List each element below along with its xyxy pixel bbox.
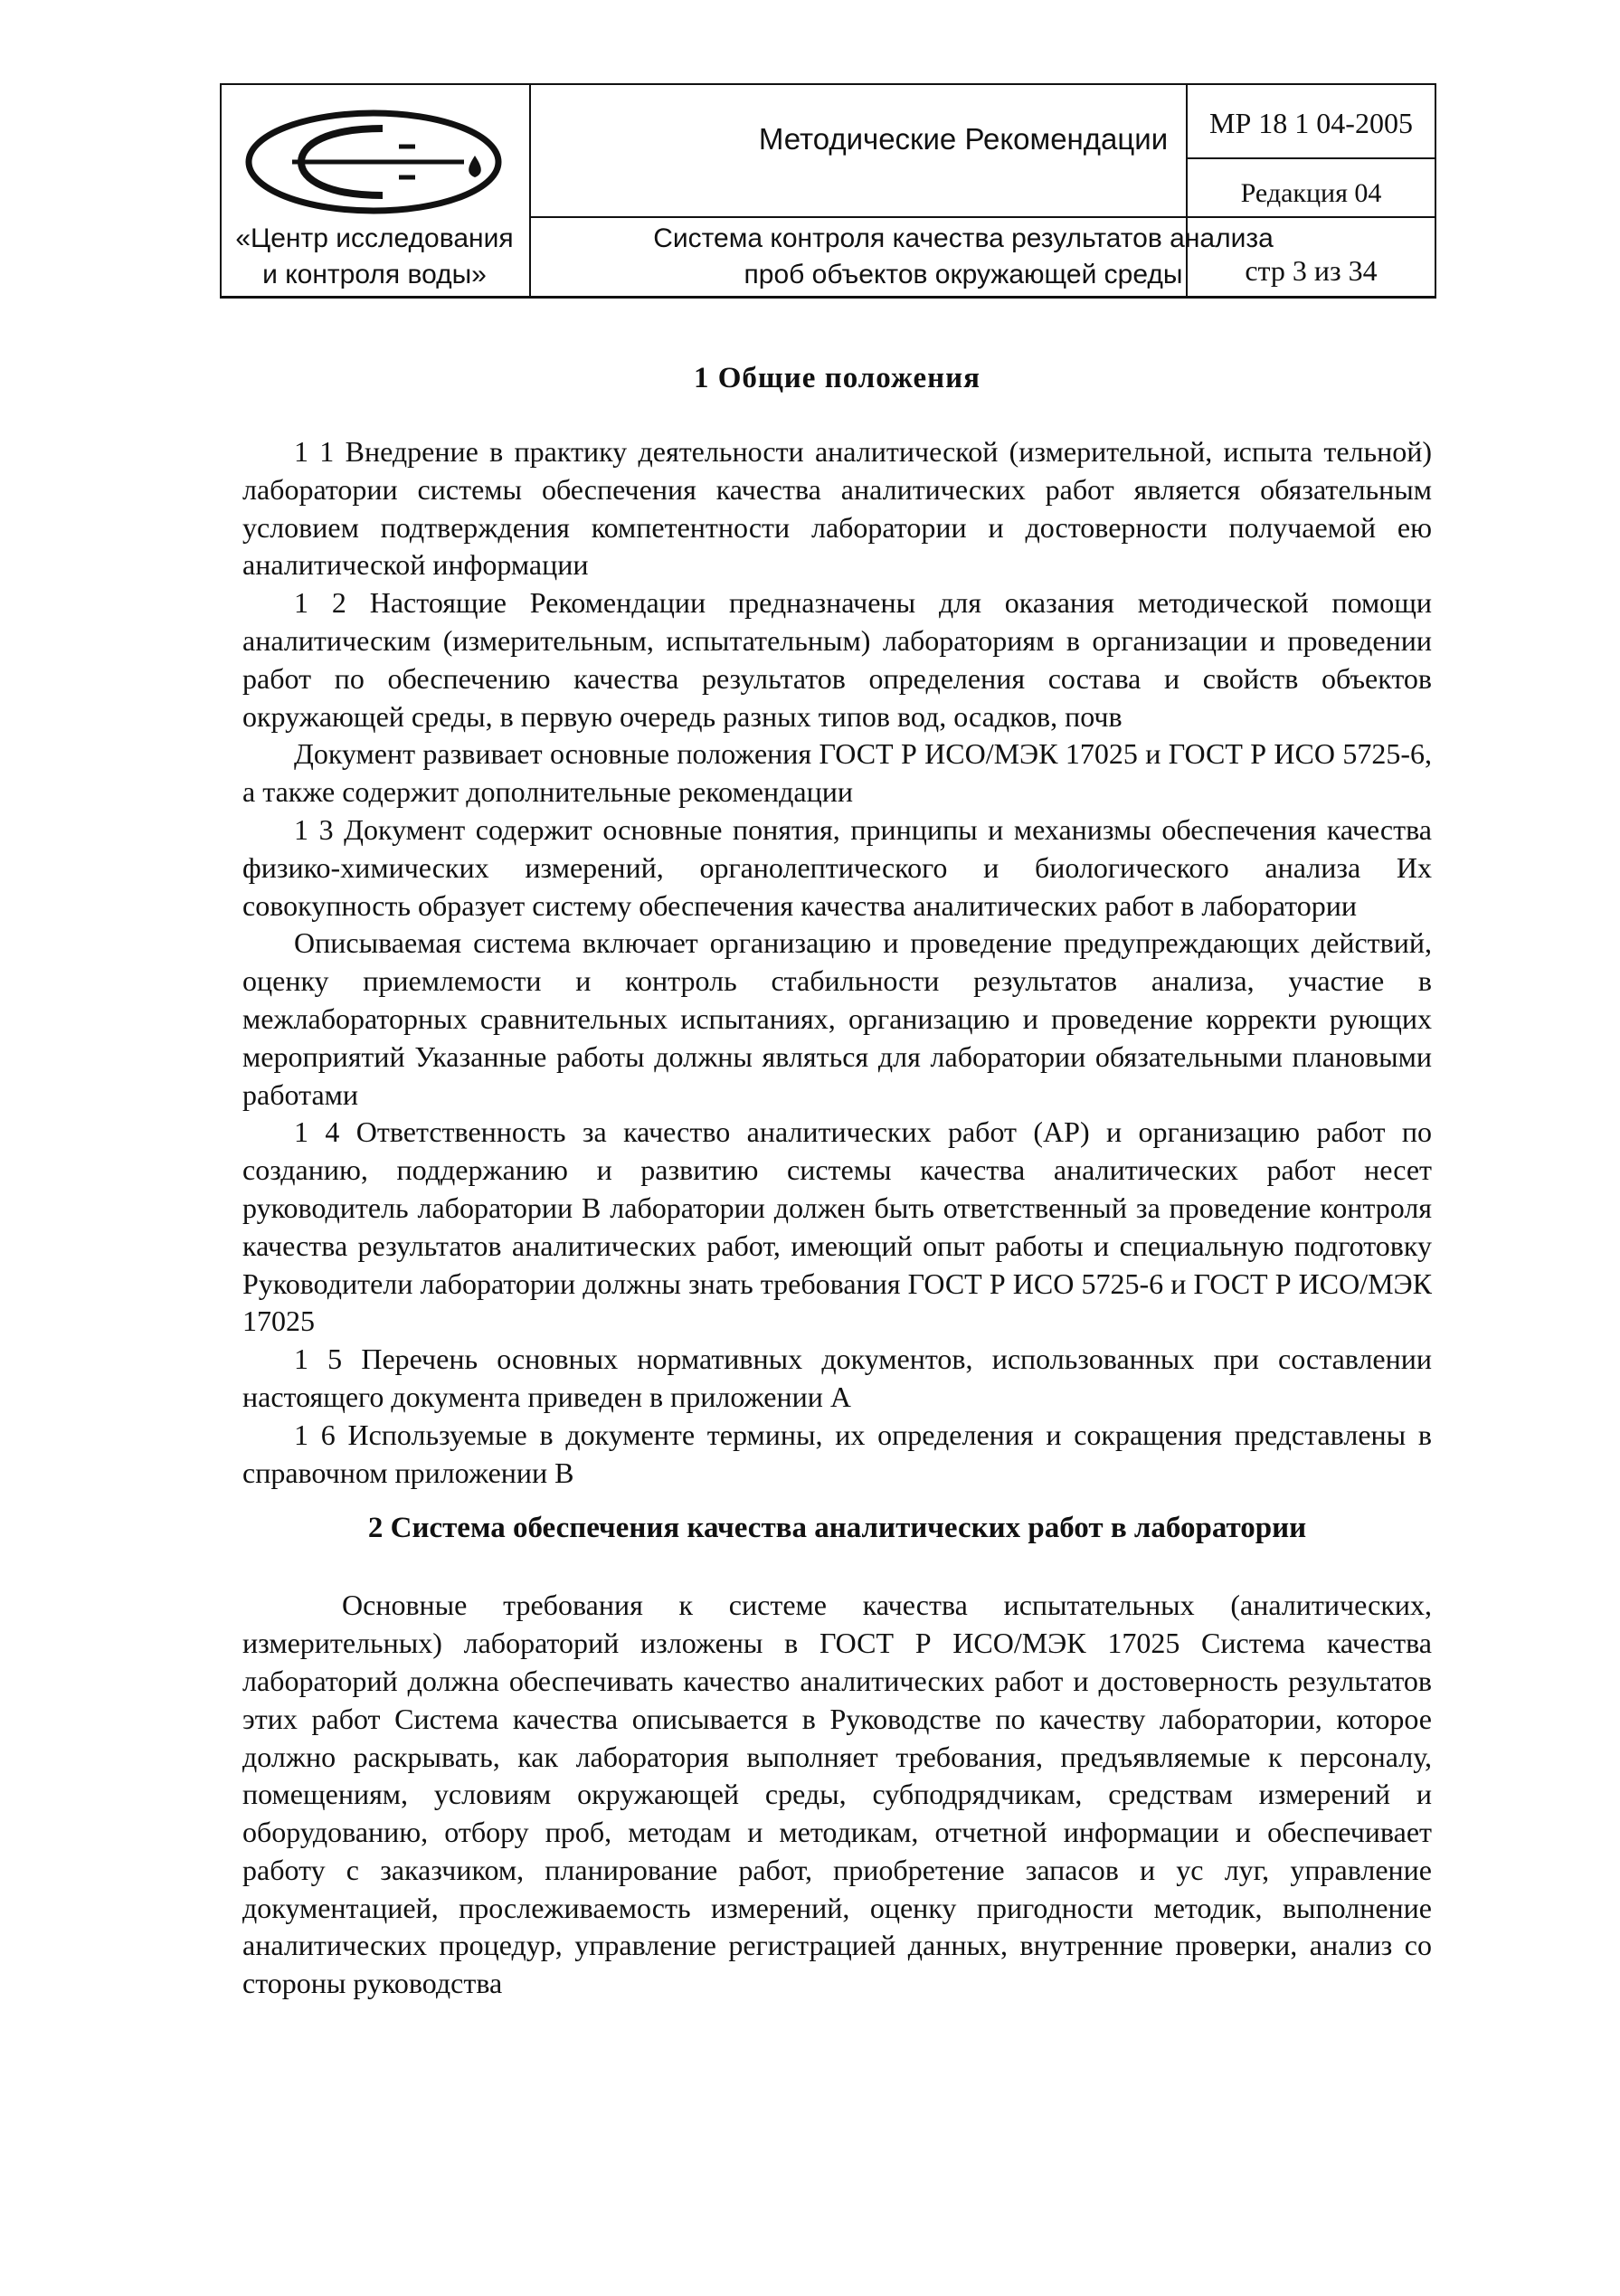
- revision-label: Редакция 04: [1240, 178, 1382, 208]
- document-type: Методические Рекомендации: [758, 122, 1169, 156]
- paragraph-1-3-continued: Описываемая система включает организацию и проведение предупреждающих действий, оценку приемлемости и контроль стабильности результатов анализа, участие в межлабораторных сравнительных испытаниях, организацию и проведение корректи рующих мероприятий Указанные работы должны являться для лаборатории обязательными плановыми работами: [242, 926, 1432, 1111]
- paragraph-1-2: 1 2 Настоящие Рекомендации предназначены для оказания методической помощи аналитическим (измерительным, испытательным) лабораториям в организации и проведении работ по обеспечению качества результатов определения состава и свойств объектов окружающей среды, в первую очередь разных типов вод, осадков, почв: [242, 586, 1432, 733]
- paragraph-1-2-continued: Документ развивает основные положения ГОСТ Р ИСО/МЭК 17025 и ГОСТ Р ИСО 5725-6, а также содержит дополнительные рекомендации: [242, 737, 1432, 809]
- paragraph-1-3: 1 3 Документ содержит основные понятия, принципы и механизмы обеспечения качества физико-химических измерений, органолептического и биологического анализа Их совокупность образует систему обеспечения качества аналитических работ в лаборатории: [242, 812, 1432, 922]
- organization-logo-icon: [238, 103, 518, 221]
- paragraph-1-4: 1 4 Ответственность за качество аналитических работ (АР) и организацию работ по созданию, поддержанию и развитию системы качества аналитических работ несет руководитель лаборатории В лаборатории должен быть ответственный за проведение контроля качества результатов аналитических работ, имеющий опыт работы и специальную подготовку Руководители лаборатории должны знать требования ГОСТ Р ИСО 5725-6 и ГОСТ Р ИСО/МЭК 17025: [242, 1115, 1432, 1338]
- page-number: стр 3 из 34: [1245, 254, 1378, 287]
- org-line-1: «Центр исследования: [235, 223, 514, 253]
- org-line-2: и контроля воды»: [262, 260, 487, 289]
- paragraph-1-6: 1 6 Используемые в документе термины, их определения и сокращения представлены в справочном приложении В: [242, 1418, 1432, 1489]
- paragraph-1-5: 1 5 Перечень основных нормативных документов, использованных при составлении настоящего документа приведен в приложении А: [242, 1342, 1432, 1413]
- organization-name: [220, 221, 529, 293]
- paragraph-1-1: 1 1 Внедрение в практику деятельности аналитической (измерительной, испыта тельной) лаборатории системы обеспечения качества аналитических работ является обязательным условием подтверждения компетентности лаборатории и достоверности получаемой ею аналитической информации: [242, 435, 1432, 582]
- header-table: [220, 83, 1436, 299]
- subject-line-1: Система контроля качества результатов анализа: [653, 223, 1274, 253]
- section-2-title: 2 Система обеспечения качества аналитических работ в лаборатории: [367, 1512, 1307, 1545]
- section-1-title: 1 Общие положения: [694, 362, 981, 394]
- paragraph-2-1: Основные требования к системе качества испытательных (аналитических, измерительных) лабораторий изложены в ГОСТ Р ИСО/МЭК 17025 Система качества лабораторий должна обеспечивать качество аналитических работ и достоверность результатов этих работ Система качества описывается в Руководстве по качеству лаборатории, которое должно раскрывать, как лаборатория выполняет требования, предъявляемые к персоналу, помещениям, условиям окружающей среды, субподрядчикам, средствам измерений и оборудованию, отбору проб, методам и методикам, отчетной информации и обеспечивает работу с заказчиком, планирование работ, приобретение запасов и ус луг, управление документацией, прослеживаемость измерений, оценку пригодности методик, выполнение аналитических процедур, управление регистрацией данных, внутренние проверки, анализ со стороны руководства: [242, 1589, 1432, 2000]
- subject-line-2: проб объектов окружающей среды: [744, 260, 1183, 289]
- document-body: [242, 362, 1432, 2003]
- document-code: МР 18 1 04-2005: [1209, 107, 1413, 139]
